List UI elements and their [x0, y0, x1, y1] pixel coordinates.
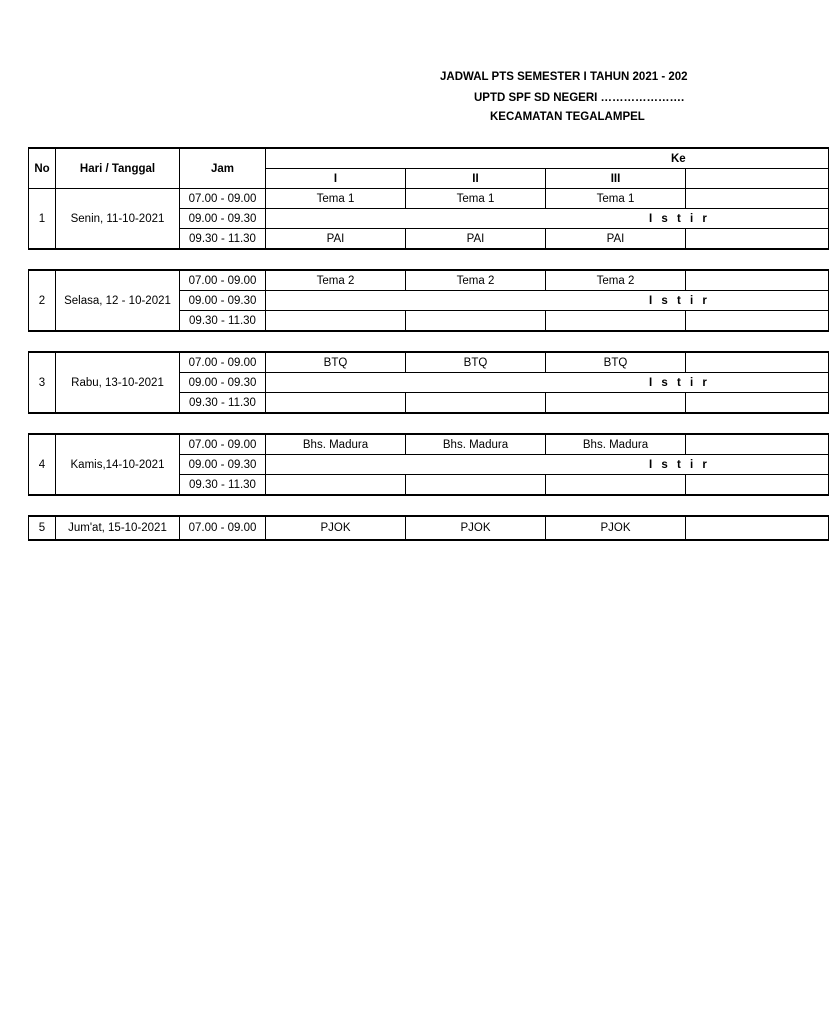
day-date: Selasa, 12 - 10-2021 [56, 270, 180, 331]
spacer-cell [29, 495, 829, 516]
time-slot: 07.00 - 09.00 [180, 189, 266, 209]
subject-cell [406, 311, 546, 332]
subject-cell: Bhs. Madura [406, 434, 546, 455]
subject-cell [686, 270, 829, 291]
subject-cell: BTQ [406, 352, 546, 373]
time-slot: 09.00 - 09.30 [180, 291, 266, 311]
day-date: Kamis,14-10-2021 [56, 434, 180, 495]
time-slot: 09.00 - 09.30 [180, 373, 266, 393]
subject-cell [406, 475, 546, 496]
col-header-class-3: III [546, 169, 686, 189]
col-header-time: Jam [180, 148, 266, 189]
subject-cell [686, 229, 829, 250]
subject-cell [686, 189, 829, 209]
break-cell [266, 291, 829, 311]
break-cell [266, 209, 829, 229]
col-header-class-group [266, 148, 829, 169]
subject-cell: PJOK [546, 516, 686, 540]
subject-cell [686, 311, 829, 332]
col-header-class-4 [686, 169, 829, 189]
break-label: I s t i r [649, 294, 710, 307]
spacer-cell [29, 331, 829, 352]
break-cell [266, 455, 829, 475]
subject-cell: Bhs. Madura [546, 434, 686, 455]
table-row [29, 516, 829, 540]
subject-cell [546, 311, 686, 332]
day-number: 3 [29, 352, 56, 413]
spacer-row [29, 249, 829, 270]
spacer-row [29, 413, 829, 434]
day-number: 1 [29, 189, 56, 250]
day-date: Senin, 11-10-2021 [56, 189, 180, 250]
subject-cell: Tema 1 [266, 189, 406, 209]
subject-cell [686, 434, 829, 455]
subject-cell: Tema 1 [406, 189, 546, 209]
subject-cell: PJOK [406, 516, 546, 540]
subject-cell: Tema 2 [406, 270, 546, 291]
time-slot: 09.00 - 09.30 [180, 209, 266, 229]
subject-cell: Tema 2 [266, 270, 406, 291]
col-header-class-2: II [406, 169, 546, 189]
table-row [29, 189, 829, 209]
document-title: JADWAL PTS SEMESTER I TAHUN 2021 - 202 [440, 71, 688, 83]
time-slot: 09.30 - 11.30 [180, 475, 266, 496]
table-row [29, 434, 829, 455]
subject-cell: BTQ [266, 352, 406, 373]
time-slot: 07.00 - 09.00 [180, 352, 266, 373]
subject-cell: PAI [266, 229, 406, 250]
day-date: Rabu, 13-10-2021 [56, 352, 180, 413]
break-label: I s t i r [649, 376, 710, 389]
spacer-row [29, 331, 829, 352]
time-slot: 07.00 - 09.00 [180, 516, 266, 540]
class-group-label: Ke [671, 152, 686, 165]
time-slot: 09.00 - 09.30 [180, 455, 266, 475]
col-header-class-1: I [266, 169, 406, 189]
day-number: 5 [29, 516, 56, 540]
spacer-cell [29, 249, 829, 270]
subject-cell [266, 393, 406, 414]
subject-cell: Tema 2 [546, 270, 686, 291]
break-label: I s t i r [649, 458, 710, 471]
spacer-row [29, 495, 829, 516]
col-header-day: Hari / Tanggal [56, 148, 180, 189]
table-row [29, 352, 829, 373]
subject-cell: PAI [546, 229, 686, 250]
subject-cell: Tema 1 [546, 189, 686, 209]
subject-cell: Bhs. Madura [266, 434, 406, 455]
time-slot: 09.30 - 11.30 [180, 393, 266, 414]
header-row-1 [29, 148, 829, 169]
subject-cell [406, 393, 546, 414]
exam-schedule-table [28, 147, 829, 541]
subject-cell [686, 516, 829, 540]
subject-cell [686, 393, 829, 414]
day-number: 4 [29, 434, 56, 495]
subject-cell [686, 352, 829, 373]
subject-cell [266, 311, 406, 332]
time-slot: 07.00 - 09.00 [180, 270, 266, 291]
subject-cell [266, 475, 406, 496]
break-label: I s t i r [649, 212, 710, 225]
subject-cell [546, 475, 686, 496]
time-slot: 07.00 - 09.00 [180, 434, 266, 455]
col-header-no: No [29, 148, 56, 189]
subject-cell: BTQ [546, 352, 686, 373]
spacer-cell [29, 413, 829, 434]
subject-cell [686, 475, 829, 496]
subject-cell: PJOK [266, 516, 406, 540]
table-row [29, 270, 829, 291]
school-name: UPTD SPF SD NEGERI …………………. [474, 92, 685, 104]
district-name: KECAMATAN TEGALAMPEL [490, 111, 645, 123]
day-number: 2 [29, 270, 56, 331]
time-slot: 09.30 - 11.30 [180, 311, 266, 332]
subject-cell [546, 393, 686, 414]
subject-cell: PAI [406, 229, 546, 250]
time-slot: 09.30 - 11.30 [180, 229, 266, 250]
break-cell [266, 373, 829, 393]
day-date: Jum'at, 15-10-2021 [56, 516, 180, 540]
